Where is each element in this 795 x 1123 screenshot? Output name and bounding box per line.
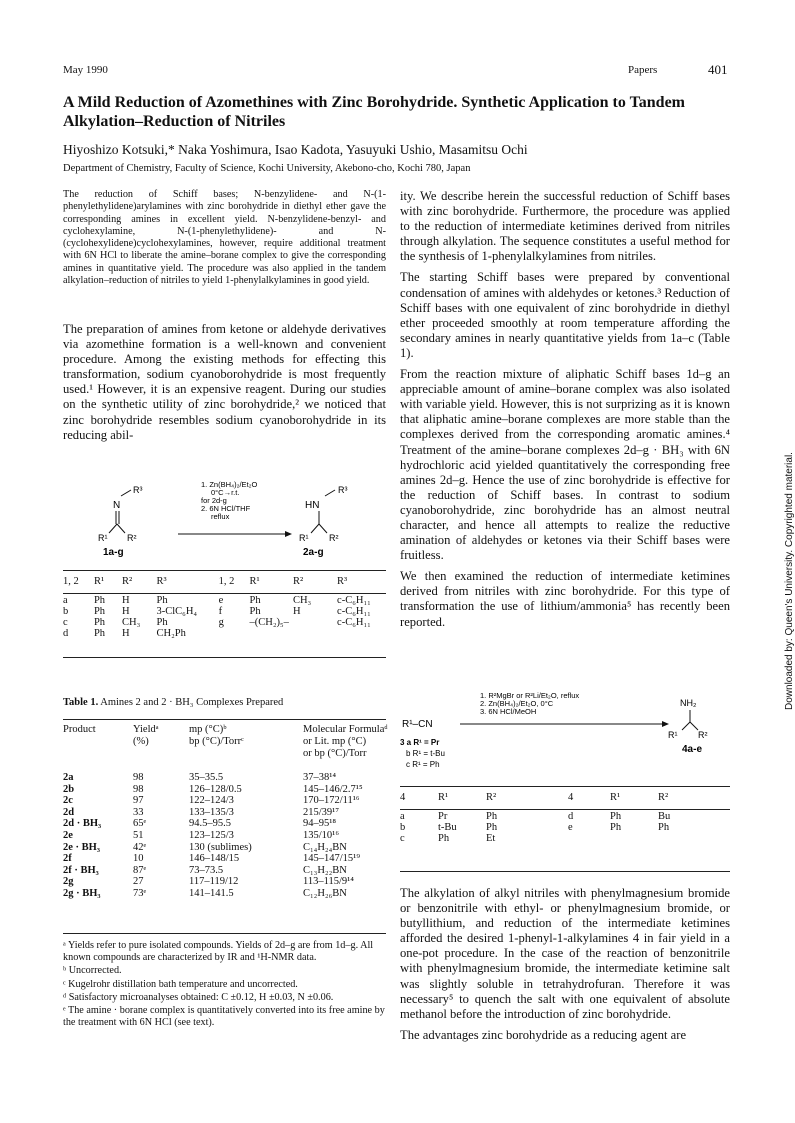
table-cell: 2b xyxy=(63,783,75,795)
table-cell: R¹ xyxy=(438,792,449,803)
table1-rule-bottom xyxy=(63,933,386,934)
table-row xyxy=(63,853,417,865)
scheme1-rule-bottom xyxy=(63,657,386,658)
table-row xyxy=(63,818,417,830)
table-row xyxy=(63,795,417,807)
article-title: A Mild Reduction of Azomethines with Zinc Borohydride. Synthetic Application to Tandem Alkylation–Reduction of Nitriles xyxy=(63,94,685,130)
table-row xyxy=(400,822,712,833)
authors: Hiyoshizo Kotsuki,* Naka Yoshimura, Isao Kadota, Yasuyuki Ushio, Masamitsu Ochi xyxy=(63,142,528,157)
svg-text:1. R²MgBr or R²Li/Et₂O, reflux: 1. R²MgBr or R²Li/Et₂O, reflux xyxy=(480,691,580,700)
table-cell: 130 (sublimes) xyxy=(189,841,252,853)
table-cell: 2c xyxy=(63,795,73,807)
table-cell: H xyxy=(122,628,130,639)
table-cell: 4 xyxy=(400,792,406,803)
column-header: mp (°C)ᵇ bp (°C)/Torrᶜ xyxy=(189,724,244,747)
table-cell: Ph xyxy=(658,822,670,833)
scheme1-rule-mid xyxy=(63,593,386,594)
svg-text:c R¹ = Ph: c R¹ = Ph xyxy=(406,760,440,769)
table-cell: 146–148/15 xyxy=(189,853,240,865)
table-cell: 73–73.5 xyxy=(189,864,224,876)
table-cell: b xyxy=(63,606,69,617)
svg-text:R²: R² xyxy=(127,533,137,543)
footnote: ᵃ Yields refer to pure isolated compounds. Yields of 2d–g are from 1d–g. All known compounds are characterized by IR and ¹H-NMR data. xyxy=(63,940,374,964)
table-cell: Ph xyxy=(156,595,168,606)
table-cell: d xyxy=(568,811,574,822)
right-body-text xyxy=(400,189,730,636)
svg-text:R³: R³ xyxy=(338,485,348,495)
svg-text:2. Zn(BH₄)₂/Et₂O, 0°C: 2. Zn(BH₄)₂/Et₂O, 0°C xyxy=(480,699,554,708)
paragraph: The advantages zinc borohydride as a reducing agent are xyxy=(400,1027,687,1042)
svg-text:2. 6N HCl/THF: 2. 6N HCl/THF xyxy=(201,504,251,513)
table-cell: 42ᵉ xyxy=(133,841,147,853)
table-cell: 2a xyxy=(63,772,74,783)
amine-structure xyxy=(299,485,348,558)
table-cell: 122–124/3 xyxy=(189,795,234,807)
table-cell xyxy=(610,833,658,844)
table-row xyxy=(400,792,712,803)
table-cell: 33 xyxy=(133,806,144,818)
table-cell: C₁₂H₂₆BN xyxy=(303,887,347,899)
table-cell: R² xyxy=(122,576,133,587)
table-cell: Ph xyxy=(93,617,106,628)
table-row xyxy=(63,595,386,606)
table1 xyxy=(63,724,417,900)
table-cell: 97 xyxy=(133,795,144,807)
table-cell: 35–35.5 xyxy=(189,772,224,783)
table-cell: g xyxy=(218,617,224,628)
table-row xyxy=(63,876,417,888)
table-cell: c xyxy=(63,617,68,628)
table-cell: a xyxy=(63,595,68,606)
table-cell: Ph xyxy=(610,822,622,833)
scheme1-rule-top xyxy=(63,570,386,571)
table-cell: d xyxy=(63,628,69,639)
table-cell: c-C₆H₁₁ xyxy=(337,595,371,606)
table-cell: 1, 2 xyxy=(218,576,235,587)
table-cell: 98 xyxy=(133,783,144,795)
table-cell: 2f xyxy=(63,853,72,865)
download-watermark: Downloaded by: Queen's University. Copyrighted material. xyxy=(784,452,795,710)
table-cell: 87ᵉ xyxy=(133,864,147,876)
table-cell: 2e · BH₃ xyxy=(63,841,100,853)
start-label: 1a-g xyxy=(103,547,124,558)
abstract: The reduction of Schiff bases; N-benzylidene- and N-(1-phenylethylidene)arylamines with zinc borohydride in diethyl ether gave the corresponding amines in excellent yield. N-benzylidene-benzyl- and cyclohexylamine, N-(1-phenylethylidene)- and N-(cyclohexylidene)cyclohexylamines, however, require additional treatment with 6N HCl to liberate the amine–borane complex to give the corresponding amines in quantitative yield. The procedure was also applied in the tandem alkylation–reduction of nitriles to yield 1-phenylalkylamines in good yield. xyxy=(63,189,386,287)
table-cell xyxy=(250,628,293,639)
table-cell: R¹ xyxy=(93,576,105,587)
table-cell: R³ xyxy=(156,576,167,587)
table-cell: 94.5–95.5 xyxy=(189,818,231,830)
table-cell: 2e xyxy=(63,829,73,841)
table-row xyxy=(63,888,417,900)
table-cell: 145–146/2.7¹⁵ xyxy=(303,783,363,795)
table-cell: c-C₆H₁₁ xyxy=(337,617,371,628)
scheme2-rule-bottom xyxy=(400,871,730,872)
table-cell: 4 xyxy=(568,792,574,803)
table-cell: R³ xyxy=(337,576,348,587)
table-cell xyxy=(219,628,250,639)
table-cell: Ph xyxy=(93,606,106,617)
table-cell: 145–147/15¹⁹ xyxy=(303,853,360,865)
table-cell: Ph xyxy=(610,811,622,822)
table-cell xyxy=(568,833,610,844)
table-cell: 2f · BH₃ xyxy=(63,864,99,876)
table-cell: H xyxy=(122,595,130,606)
table-cell: 37–38¹⁴ xyxy=(303,772,337,783)
table-cell: 141–141.5 xyxy=(189,887,234,899)
svg-text:NH₂: NH₂ xyxy=(680,698,697,708)
table-cell: t-Bu xyxy=(438,822,457,833)
column-header: Yieldᵃ (%) xyxy=(133,724,159,747)
reaction-conditions xyxy=(178,480,292,537)
table-cell: c xyxy=(400,833,405,844)
table-cell: –(CH₂)₅– xyxy=(249,617,289,628)
table-cell: R² xyxy=(658,792,669,803)
table-cell xyxy=(337,628,386,639)
table-cell: R² xyxy=(486,792,497,803)
left-body-text: The preparation of amines from ketone or aldehyde derivatives via azomethine formation is a well-known and convenient procedure. Among the existing methods for effecting this transformation, sodium cyanoborohydride is most frequently used.¹ However, it is an expensive reagent. During our studies on the synthetic utility of zinc borohydride,² we noticed that zinc borohydride resembles sodium cyanoborohydride in its reducing abil- xyxy=(63,322,386,442)
table-cell: Ph xyxy=(93,628,106,639)
table-cell: CH₂Ph xyxy=(156,628,186,639)
table-cell: 126–128/0.5 xyxy=(189,783,242,795)
scheme-1-table xyxy=(63,576,386,639)
svg-text:R¹: R¹ xyxy=(668,730,678,740)
table-cell: b xyxy=(400,822,406,833)
svg-text:N: N xyxy=(113,500,121,511)
table-row xyxy=(63,576,386,587)
table-cell: CH₃ xyxy=(292,595,312,606)
affiliation: Department of Chemistry, Faculty of Science, Kochi University, Akebono-cho, Kochi 780, Japan xyxy=(63,163,471,174)
table-cell: R¹ xyxy=(249,576,260,587)
scheme-2-table xyxy=(400,792,712,844)
table-cell: 3-ClC₆H₄ xyxy=(156,606,198,617)
svg-text:3 a R¹ = Pr: 3 a R¹ = Pr xyxy=(400,738,440,747)
start-nitrile: R¹–CN xyxy=(402,719,433,730)
table-cell: 123–125/3 xyxy=(189,829,234,841)
svg-text:for 2d-g: for 2d-g xyxy=(201,496,227,505)
table-cell: Ph xyxy=(438,833,450,844)
table-row xyxy=(63,842,417,854)
table-row xyxy=(63,830,417,842)
table-cell: Et xyxy=(486,833,496,844)
table-row xyxy=(63,784,417,796)
svg-text:b R¹ = t-Bu: b R¹ = t-Bu xyxy=(406,749,445,758)
table-cell: e xyxy=(568,822,573,833)
table-cell: 2d xyxy=(63,806,75,818)
product-label-4: 4a-e xyxy=(682,744,703,755)
table-cell: 2d · BH₃ xyxy=(63,818,102,830)
table-cell: 2g · BH₃ xyxy=(63,887,101,899)
table-cell: 1, 2 xyxy=(63,576,79,587)
footnote: ᵉ The amine · borane complex is quantitatively converted into its free amine by the treatment with 6N HCl (see text). xyxy=(63,1005,385,1029)
svg-text:R¹: R¹ xyxy=(299,533,309,543)
table-cell: R¹ xyxy=(610,792,621,803)
svg-text:1. Zn(BH₄)₂/Et₂O: 1. Zn(BH₄)₂/Et₂O xyxy=(201,480,258,489)
svg-text:0°C→r.t.: 0°C→r.t. xyxy=(211,488,240,497)
table-cell xyxy=(293,628,337,639)
svg-text:3. 6N HCl/MeOH: 3. 6N HCl/MeOH xyxy=(480,707,537,716)
table-cell: 135/10¹⁶ xyxy=(303,829,339,841)
table-cell: f xyxy=(218,606,223,617)
table-cell: 113–115/9¹⁴ xyxy=(303,876,354,888)
product-label: 2a-g xyxy=(303,547,324,558)
table-cell: Pr xyxy=(438,811,448,822)
table-row xyxy=(63,617,386,628)
table-cell: Ph xyxy=(156,617,168,628)
table-row xyxy=(400,811,712,822)
table-row xyxy=(63,865,417,877)
footnote: ᵇ Uncorrected. xyxy=(63,965,122,977)
table1-caption: Table 1. Amines 2 and 2 · BH₃ Complexes Prepared xyxy=(63,697,284,708)
table-cell: C₁₄H₂₄BN xyxy=(303,841,347,853)
table-cell: Ph xyxy=(486,811,498,822)
table-cell: 98 xyxy=(133,772,144,783)
footnote: ᵈ Satisfactory microanalyses obtained: C ±0.12, H ±0.03, N ±0.06. xyxy=(63,991,334,1003)
table-cell: Bu xyxy=(658,811,671,822)
table-row xyxy=(400,833,712,844)
table-cell: CH₃ xyxy=(122,617,141,628)
table1-rule-top xyxy=(63,719,386,720)
paragraph: From the reaction mixture of aliphatic Schiff bases 1d–g an appreciable amount of amine–borane complex was also isolated with variable yield. However, this is not surprizing as it is known that aliphatic amine–borane complexes are more stable than the complexes derived from the corresponding aromatic amines.⁴ Treatment of the amine–borane complexes 2d–g · BH₃ with 6N hydrochloric acid yielded quantitatively the corresponding free amines 2d–g. Hence the use of zinc borohydride is effective for the reduction of Schiff bases. In contrast to sodium cyanoborohydride, zinc borohydride has an almost neutral character, and hence all attempts to realize the reductive amination of aldehydes or ketones via their Schiff bases were fruitless. xyxy=(400,367,730,563)
table-cell: 133–135/3 xyxy=(189,806,234,818)
table1-footnotes xyxy=(63,940,386,1030)
table-cell: c-C₆H₁₁ xyxy=(337,606,371,617)
table-cell: C₁₃H₂₂BN xyxy=(303,864,347,876)
table-cell: a xyxy=(400,811,405,822)
scheme-1-diagram xyxy=(63,478,388,578)
scheme-2-diagram xyxy=(400,690,730,780)
svg-text:HN: HN xyxy=(305,500,320,511)
table-cell: 215/39¹⁷ xyxy=(303,806,339,818)
schiff-base-structure xyxy=(98,485,143,558)
column-header: Molecular Formulaᵈ or Lit. mp (°C) or bp (°C)/Torr xyxy=(303,724,388,759)
svg-text:R²: R² xyxy=(698,730,708,740)
paragraph: We then examined the reduction of intermediate ketimines derived from nitriles with zinc borohydride. For this type of transformation the use of lithium/ammonia⁵ has recently been reported. xyxy=(400,569,730,629)
table-cell: R² xyxy=(292,576,304,587)
right-body-text-2 xyxy=(400,886,730,1049)
table-cell: 2g xyxy=(63,876,74,888)
table-cell: 94–95¹⁸ xyxy=(303,818,337,830)
page-number: 401 xyxy=(708,62,728,77)
table-cell: e xyxy=(218,595,224,606)
table-cell: Ph xyxy=(486,822,498,833)
table-row xyxy=(63,628,386,639)
svg-text:R²: R² xyxy=(329,533,339,543)
scheme2-rule-mid xyxy=(400,809,730,810)
svg-text:R¹: R¹ xyxy=(98,533,108,543)
table-cell: Ph xyxy=(249,595,261,606)
table-cell xyxy=(293,617,337,628)
header-date: May 1990 xyxy=(63,64,108,76)
table-cell: 117–119/12 xyxy=(189,876,239,888)
paragraph: The starting Schiff bases were prepared by conventional condensation of amines with aldehydes or ketones.³ Reduction of Schiff bases with one equivalent of zinc borohydride in diethyl ether proceeded smoothly at room temperature affording the secondary amines in nearly quantitative yields from 1a–c (Table 1). xyxy=(400,270,730,360)
table-cell: Ph xyxy=(93,595,106,606)
column-header: Product xyxy=(63,724,96,735)
svg-text:reflux: reflux xyxy=(211,512,230,521)
table-header-row xyxy=(63,724,417,760)
table-cell: 10 xyxy=(133,853,144,865)
table-cell: 170–172/11¹⁶ xyxy=(303,795,360,807)
table-cell: H xyxy=(292,606,301,617)
table-row xyxy=(63,772,417,784)
paragraph: ity. We describe herein the successful reduction of Schiff bases with zinc borohydride. Furthermore, the procedure was applied to the reduction of intermediate ketimines derived from nitriles through alkylation. The sequence constitutes a useful method for the synthesis of 1-phenylalkylamines from nitriles. xyxy=(400,189,730,264)
svg-text:R³: R³ xyxy=(133,485,143,495)
paragraph: The alkylation of alkyl nitriles with phenylmagnesium bromide or benzonitrile with ethyl- or phenylmagnesium bromide, or butyllithium, and reduction of the intermediate ketimines afforded the desired 1-phenyl-1-alkylamines 4 in fair yield in a one-pot procedure. In the case of the reaction of benzonitrile with phenylmagnesium bromide, the intermediate ketimine salt was slightly soluble in tetrahydrofuran. Therefore it was necessary⁵ to quench the salt with one equivalent of absolute methanol before the introduction of zinc borohydride. xyxy=(400,886,730,1021)
table-row xyxy=(63,807,417,819)
table-cell: H xyxy=(122,606,130,617)
table-cell: 51 xyxy=(133,829,144,841)
table-cell: 73ᵉ xyxy=(133,887,147,899)
table-cell: 27 xyxy=(133,876,144,888)
table-row xyxy=(63,606,386,617)
table-cell: 65ᵉ xyxy=(133,818,147,830)
table-cell xyxy=(658,833,712,844)
header-section: Papers xyxy=(628,64,658,76)
footnote: ᶜ Kugelrohr distillation bath temperature and uncorrected. xyxy=(63,978,298,990)
table-cell: Ph xyxy=(249,606,261,617)
scheme2-rule-top xyxy=(400,786,730,787)
